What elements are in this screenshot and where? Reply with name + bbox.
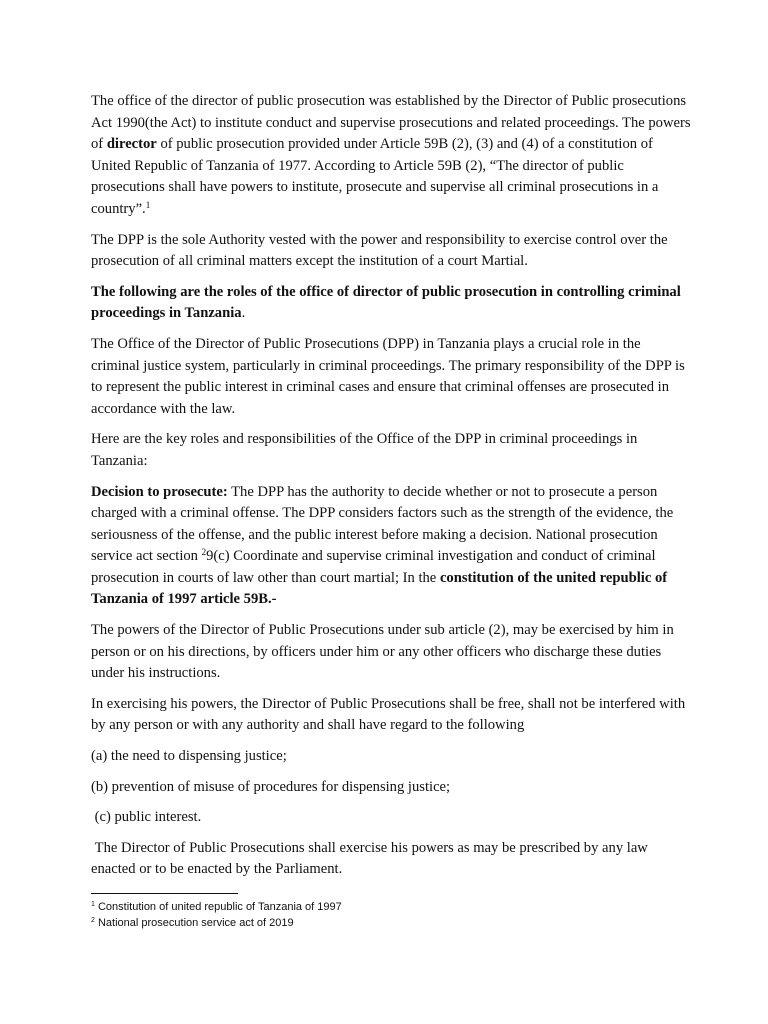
paragraph-dpp-establishment	[91, 91, 691, 221]
footnote-ref-1: 1	[145, 199, 151, 210]
footnote-1-text: Constitution of united republic of Tanzania of 1997	[94, 901, 342, 913]
decision-to-prosecute-heading: Decision to prosecute:	[91, 483, 228, 500]
footnote-2	[91, 915, 491, 931]
paragraph-powers-exercised: The powers of the Director of Public Prosecutions under sub article (2), may be exercised by him in person or on his directions, by officers under him or any other officers who discharge these duties under his instructions.	[91, 622, 674, 682]
p1-bold-director: director	[106, 136, 157, 153]
paragraph-roles-heading	[91, 282, 691, 325]
roles-heading-end: .	[241, 305, 246, 322]
p1-text-c: of public prosecution provided under Article 59B (2), (3) and (4) of a constitution of United Republic of Tanzania of 1977. According to Article 59B (2), “The director of public prosecutions shall have powers to institute, prosecute and supervise all criminal prosecutions in a country”.	[91, 136, 659, 217]
footnote-1	[91, 899, 491, 915]
paragraph-prescribed-by-law: The Director of Public Prosecutions shall exercise his powers as may be prescribed by any law enacted or to be enacted by the Parliament.	[91, 839, 652, 878]
p6-text-a: The DPP has the authority to decide whether or not to prosecute a person charged with a criminal offense. The DPP considers factors such as the strength of the evidence, the seriousness of the offense, and the public interest before making a decision. National prosecution service act section	[91, 483, 674, 565]
footnote-ref-2: 2	[201, 547, 207, 558]
paragraph-dpp-sole-authority: The DPP is the sole Authority vested with the power and responsibility to exercise control over the prosecution of all criminal matters except the institution of a court Martial.	[91, 231, 668, 270]
footnote-separator	[91, 893, 238, 894]
list-item-b: (b) prevention of misuse of procedures for dispensing justice;	[91, 778, 451, 795]
paragraph-exercising-powers: In exercising his powers, the Director of Public Prosecutions shall be free, shall not be interfered with by any person or with any authority and shall have regard to the following	[91, 695, 686, 734]
paragraph-key-roles-intro: Here are the key roles and responsibilities of the Office of the DPP in criminal proceedings in Tanzania:	[91, 431, 638, 469]
footnote-2-text: National prosecution service act of 2019	[94, 917, 294, 929]
p1-text-a: The office of the director of public prosecution was established by the Director of Public prosecutions Act 1990(the Act) to institute conduct and supervise prosecutions and related proceedings. The powers of	[91, 93, 691, 153]
list-item-a: (a) the need to dispensing justice;	[91, 748, 287, 765]
footnotes	[91, 899, 491, 931]
paragraph-decision-to-prosecute	[91, 482, 691, 612]
p6-text-b: 9(c) Coordinate and supervise criminal investigation and conduct of criminal prosecution in courts of law other than court martial; In the	[91, 548, 656, 586]
footnote-1-number: 1	[91, 901, 95, 908]
p6-bold-constitution: constitution of the united republic of Tanzania of 1997 article 59B.-	[91, 569, 668, 608]
document-body	[91, 91, 691, 890]
roles-heading-bold: The following are the roles of the office of director of public prosecution in controlling criminal proceedings in Tanzania	[91, 283, 681, 322]
list-item-c: (c) public interest.	[91, 809, 202, 826]
footnote-2-number: 2	[91, 917, 95, 924]
paragraph-dpp-crucial-role: The Office of the Director of Public Prosecutions (DPP) in Tanzania plays a crucial role in the criminal justice system, particularly in criminal proceedings. The primary responsibility of the DPP is to represent the public interest in criminal cases and ensure that criminal offenses are prosecuted in accordance with the law.	[91, 335, 685, 417]
